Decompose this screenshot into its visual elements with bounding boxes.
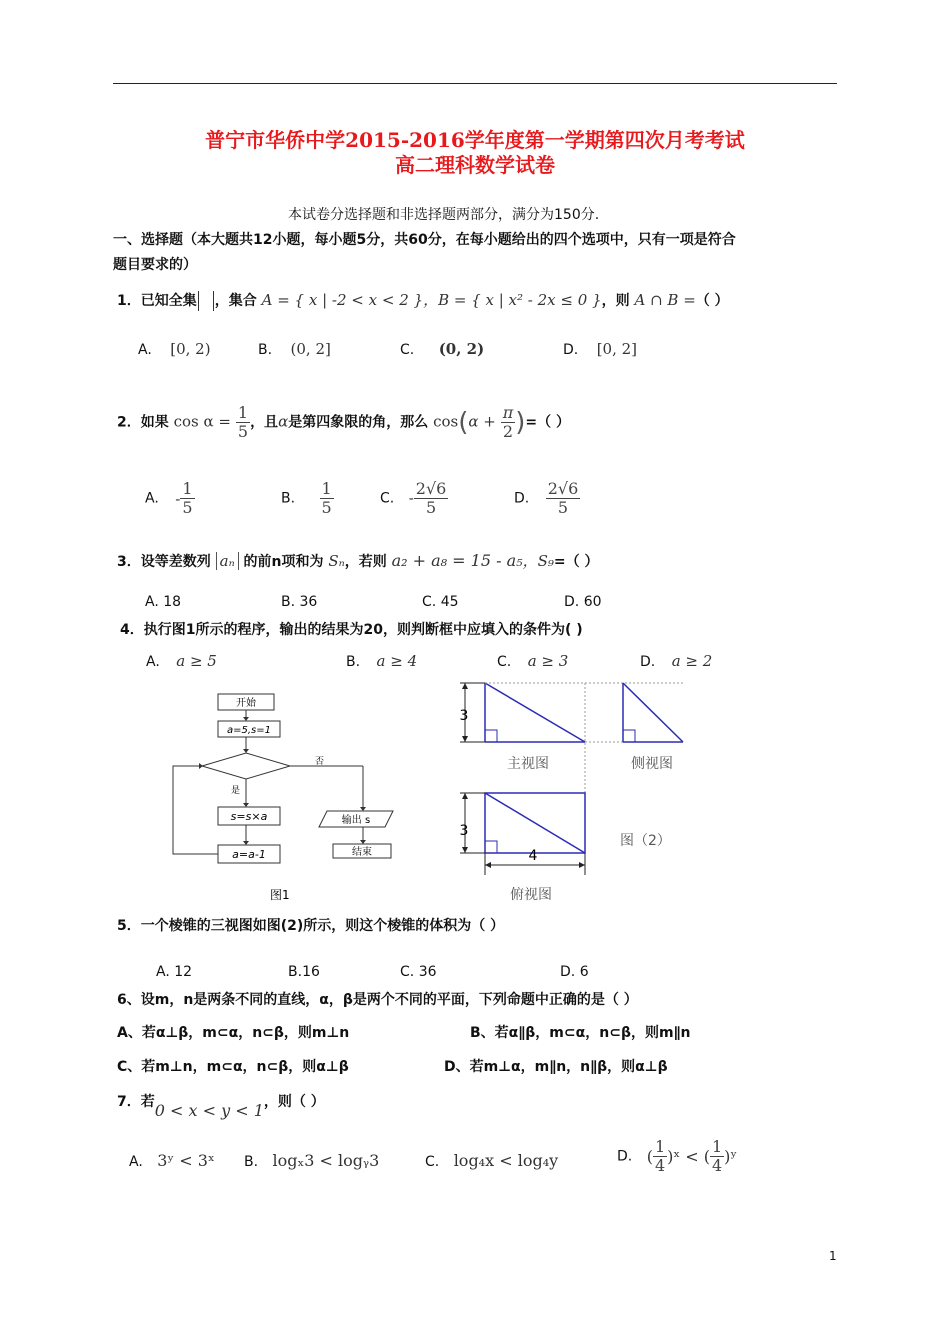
q2-option-a (145, 480, 195, 517)
top-view-label: 俯视图 (510, 887, 552, 903)
section1-heading-cont: 题目要求的） (113, 257, 197, 273)
q3-option-d-value: 60 (583, 594, 602, 610)
q1-label-a: ，集合 (214, 293, 257, 309)
q2-two: 2 (502, 422, 514, 441)
q7-option-d-mid: )ˣ < ( (667, 1147, 710, 1166)
q7-stem (117, 1091, 325, 1120)
q4-option-d-value: a ≥ 2 (671, 652, 713, 670)
side-view-hypotenuse (623, 683, 683, 742)
q7-option-d-frac1 (653, 1138, 667, 1175)
q1-set-b: ，B = { x | x² - 2x ≤ 0 } (423, 291, 602, 309)
flow-no-label: 否 (315, 757, 325, 767)
q2-option-b (281, 480, 334, 517)
q3-option-c-label: C. (422, 594, 437, 610)
q6-stem: 6、设m，n是两条不同的直线，α，β是两个不同的平面，下列命题中正确的是（ ） (117, 992, 638, 1008)
q2-option-b-frac (320, 480, 334, 517)
flow-caption: 图1 (270, 888, 290, 902)
q3-option-b-value: 36 (299, 594, 318, 610)
q5-option-d (560, 964, 589, 980)
flow-dec-text: a=a-1 (232, 848, 266, 861)
q1-option-d-label: D. (563, 342, 579, 358)
q7-condition: 0 < x < y < 1 (154, 1101, 264, 1120)
q5-option-b-value: 16 (302, 964, 320, 980)
top-view-dim-arrow-down (462, 847, 468, 853)
q1-option-b-label: B. (258, 342, 273, 358)
exam-title: 普宁市华侨中学2015-2016学年度第一学期第四次月考考试 (205, 128, 745, 152)
flow-arrowhead-1 (243, 717, 249, 721)
q2-option-c-num: 2√6 (415, 479, 447, 498)
q4-option-b-value: a ≥ 4 (376, 652, 418, 670)
q2-alpha: α (278, 412, 289, 431)
q4-option-b-label: B. (346, 654, 361, 670)
q6-option-a: A、若α⊥β，m⊂α，n⊂β，则m⊥n (117, 1025, 350, 1041)
q2-tail: =（ ） (525, 414, 570, 431)
q7-option-d-num1: 1 (654, 1137, 666, 1156)
top-view-right-angle (485, 841, 497, 853)
q1-option-b-value: (0, 2] (290, 340, 331, 358)
q3-tail: =（ ） (553, 554, 599, 570)
q7-option-d-end: )ʸ (724, 1147, 738, 1166)
flow-decision-diamond (202, 753, 290, 779)
q1-option-c (400, 340, 484, 358)
q2-option-a-num: 1 (182, 479, 193, 498)
q4-option-c-value: a ≥ 3 (527, 652, 569, 670)
q3-seq: aₙ (216, 552, 239, 570)
top-view-height-label: 3 (459, 823, 469, 839)
q2-pi-fraction (501, 404, 516, 441)
q1-prefix: 1．已知全集 (117, 293, 197, 309)
q3-option-c-value: 45 (440, 594, 459, 610)
q7-option-c (425, 1151, 558, 1170)
flow-init-text: a=5,s=1 (227, 725, 271, 736)
q7-option-d-open: ( (646, 1147, 653, 1166)
q7-option-b-label: B. (244, 1154, 259, 1170)
q5-option-d-label: D. (560, 964, 576, 980)
q7-tail: ，则（ ） (263, 1094, 325, 1110)
q3-equation: a₂ + a₈ = 15 - a₅ (391, 551, 523, 570)
q2-pi: π (502, 403, 514, 422)
q5-option-d-value: 6 (579, 964, 589, 980)
q2-mid: ，且 (250, 414, 279, 431)
q4-option-d-label: D. (640, 654, 656, 670)
q2-paren-close: ) (515, 407, 526, 438)
top-view-diagonal (485, 793, 585, 853)
q5-option-a (156, 964, 192, 980)
q5-option-c-value: 36 (418, 964, 437, 980)
q4-option-a (146, 652, 217, 670)
q7-option-b (244, 1151, 379, 1170)
flow-arrowhead-2 (243, 749, 249, 753)
q3-option-a-label: A. (145, 594, 159, 610)
q2-fraction-den: 5 (237, 422, 249, 441)
q2-option-b-label: B. (281, 490, 296, 507)
q3-option-a (145, 594, 181, 610)
q2-option-c-frac (414, 480, 449, 517)
flow-arrowhead-4 (360, 840, 366, 844)
three-views-figure (455, 675, 695, 905)
flow-end-text: 结束 (352, 847, 372, 858)
q7-option-c-value: log₄x < log₄y (453, 1151, 559, 1170)
section1-heading: 一、选择题（本大题共12小题，每小题5分，共60分，在每小题给出的四个选项中，只有一项是符合 (113, 232, 736, 248)
q2-option-c-label: C. (380, 490, 395, 507)
q1-option-c-value: (0, 2) (438, 340, 485, 358)
flow-arrowhead-3 (243, 841, 249, 845)
q4-option-a-value: a ≥ 5 (176, 652, 217, 670)
q2-option-c-sign: - (408, 488, 414, 507)
q2-cos: cos α = (173, 412, 231, 431)
q1-option-a (138, 340, 211, 358)
q7-prefix: 7．若 (117, 1094, 155, 1110)
q3-option-c (422, 594, 459, 610)
q5-option-a-value: 12 (174, 964, 193, 980)
q1-tail: ，则 (601, 293, 630, 309)
q5-option-b (288, 964, 320, 980)
q5-option-b-label: B. (288, 964, 303, 980)
q7-option-d-frac2 (710, 1138, 724, 1175)
front-view-right-angle (485, 730, 497, 742)
top-view-dim-arrow-up (462, 793, 468, 799)
q7-option-d-den1: 4 (654, 1156, 666, 1175)
q1-option-c-label: C. (400, 342, 415, 358)
q1-option-d-value: [0, 2] (596, 340, 638, 358)
q1-option-d (563, 340, 637, 358)
q2-option-c (380, 480, 448, 517)
q2-option-d-num: 2√6 (547, 479, 579, 498)
q2-stem (117, 404, 570, 441)
q2-option-a-sign: - (175, 489, 181, 508)
q4-option-a-label: A. (146, 654, 160, 670)
q1-paren: （ ） (695, 293, 729, 309)
q2-expr-in: α + (468, 412, 496, 431)
q2-expr-cos: cos (433, 412, 459, 431)
q3-option-b (281, 594, 317, 610)
q7-option-c-label: C. (425, 1154, 440, 1170)
q7-option-a-label: A. (129, 1154, 143, 1170)
flow-loop-line (173, 766, 218, 854)
q4-option-c-label: C. (497, 654, 512, 670)
q2-option-c-den: 5 (425, 498, 437, 517)
top-view-width-label: 4 (528, 848, 538, 864)
flow-arrowhead-yes (243, 803, 249, 807)
q4-stem: 4．执行图1所示的程序，输出的结果为20，则判断框中应填入的条件为( ) (120, 622, 583, 638)
q3-option-a-value: 18 (163, 594, 182, 610)
flowchart-figure (165, 688, 415, 903)
q6-option-c: C、若m⊥n，m⊂α，n⊂β，则α⊥β (117, 1059, 349, 1075)
q3-mid: 的前n项和为 (243, 554, 324, 570)
exam-subtitle: 高二理科数学试卷 (395, 153, 555, 177)
q2-option-a-frac (180, 480, 194, 517)
q3-mid2: ，若则 (344, 554, 387, 570)
q3-option-b-label: B. (281, 594, 296, 610)
q7-option-a (129, 1151, 215, 1170)
header-rule (113, 83, 837, 84)
flow-arrowhead-no (360, 807, 366, 811)
q2-mid2: 是第四象限的角，那么 (288, 414, 429, 431)
q3-prefix: 3．设等差数列 (117, 554, 211, 570)
q7-option-d (617, 1138, 737, 1175)
q5-stem: 5．一个棱锥的三视图如图(2)所示，则这个棱锥的体积为（ ） (117, 918, 505, 934)
q7-option-d-den2: 4 (711, 1156, 723, 1175)
front-view-hypotenuse (485, 683, 585, 742)
q6-option-d: D、若m⊥α，m∥n，n∥β，则α⊥β (444, 1059, 668, 1075)
q2-option-d (514, 480, 580, 517)
q3-option-d (564, 594, 602, 610)
q7-option-a-value: 3ʸ < 3ˣ (157, 1151, 215, 1170)
flow-yes-label: 是 (231, 786, 241, 796)
q1-stem (117, 289, 729, 311)
q2-option-a-label: A. (145, 490, 159, 507)
q3-s9: ，S₉ (522, 552, 554, 570)
top-view-width-arrow-left (485, 862, 491, 868)
page-number: 1 (829, 1249, 837, 1263)
flow-loop-arrowhead (199, 763, 203, 769)
q3-stem (117, 550, 598, 571)
q2-option-a-den: 5 (182, 498, 193, 517)
q2-fraction-num: 1 (237, 403, 249, 422)
front-view-label: 主视图 (507, 756, 549, 772)
q4-option-c (497, 652, 568, 670)
q1-set-a: A = { x | -2 < x < 2 } (261, 291, 424, 309)
q2-option-d-label: D. (514, 490, 530, 507)
flow-output-text: 输出 s (341, 815, 371, 826)
q4-option-d (640, 652, 712, 670)
q1-option-a-label: A. (138, 342, 152, 358)
q2-option-b-num: 1 (321, 479, 332, 498)
q2-prefix: 2．如果 (117, 414, 169, 431)
q3-option-d-label: D. (564, 594, 580, 610)
q7-option-d-num2: 1 (711, 1137, 723, 1156)
q5-option-c (400, 964, 437, 980)
figure2-caption: 图（2） (620, 833, 671, 849)
q2-option-b-den: 5 (321, 498, 332, 517)
side-view-label: 侧视图 (631, 756, 673, 772)
q5-option-c-label: C. (400, 964, 415, 980)
q1-universal-set-glyph (198, 291, 214, 311)
flow-start-text: 开始 (236, 698, 256, 709)
q2-fraction (236, 404, 250, 441)
intro-text: 本试卷分选择题和非选择题两部分，满分为150分. (288, 207, 600, 223)
q7-option-d-label: D. (617, 1148, 633, 1165)
q5-option-a-label: A. (156, 964, 170, 980)
q3-sn: Sₙ (328, 552, 345, 570)
q1-expr: A ∩ B = (634, 291, 696, 309)
q2-option-d-den: 5 (557, 498, 569, 517)
q1-option-b (258, 340, 331, 358)
top-view-width-arrow-right (579, 862, 585, 868)
q2-paren-open: ( (458, 407, 469, 438)
q6-option-b: B、若α∥β，m⊂α，n⊂β，则m∥n (470, 1025, 691, 1041)
front-view-height-label: 3 (459, 708, 469, 724)
q2-option-d-frac (546, 480, 581, 517)
side-view-right-angle (623, 730, 635, 742)
front-view-dim-arrow-up (462, 683, 468, 689)
q4-option-b (346, 652, 417, 670)
q1-option-a-value: [0, 2) (170, 340, 211, 358)
q7-option-b-value: logₓ3 < logᵧ3 (272, 1151, 380, 1170)
front-view-dim-arrow-down (462, 736, 468, 742)
flow-body-text: s=s×a (230, 810, 268, 823)
